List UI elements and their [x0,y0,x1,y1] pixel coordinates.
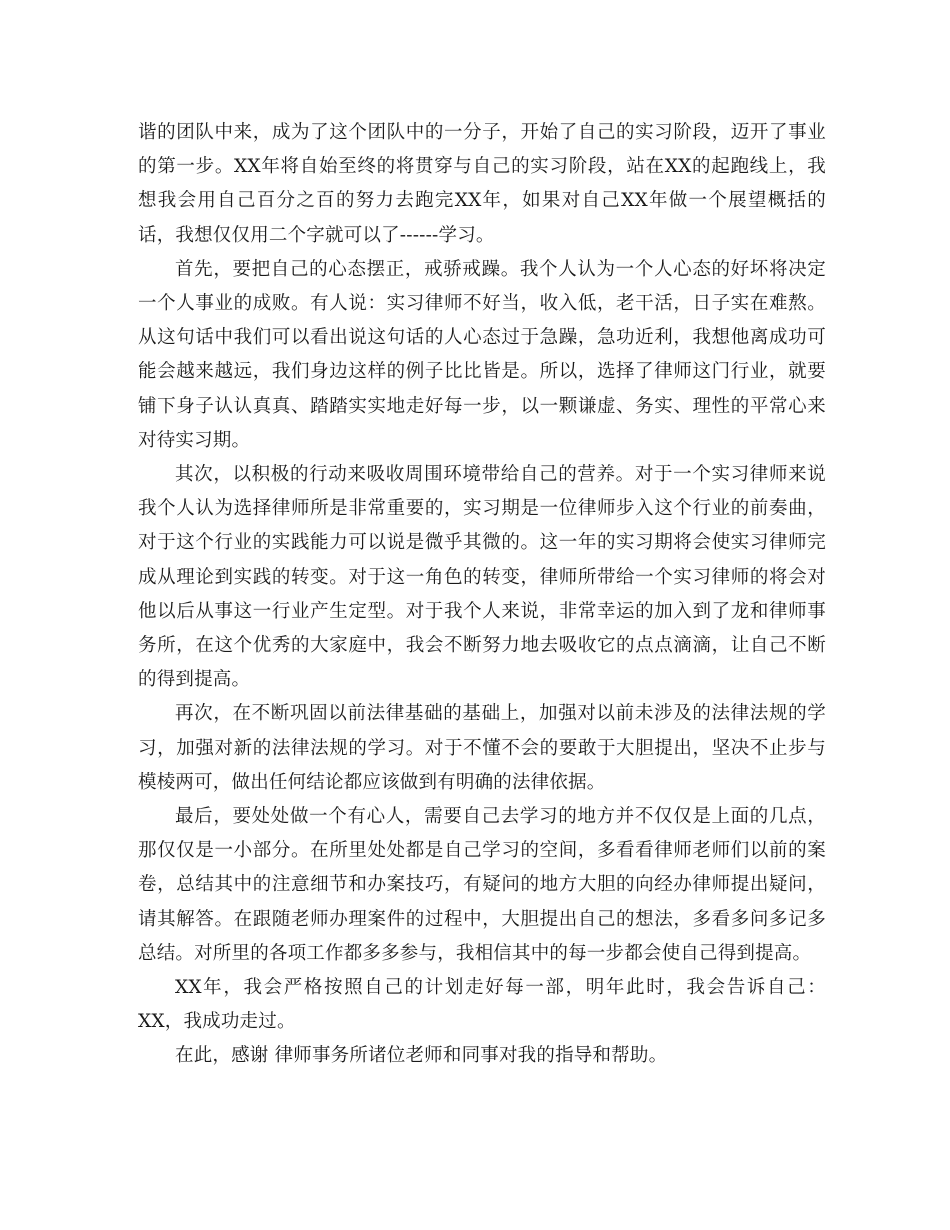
paragraph-thanks: 在此，感谢 律师事务所诸位老师和同事对我的指导和帮助。 [175,1045,668,1067]
paragraph-fourth-point: 最后，要处处做一个有心人，需要自己去学习的地方并不仅仅是上面的几点，那仅仅是一小部分。在所里处处都是自己学习的空间，多看看律师老师们以前的案卷，总结其中的注意细节和办案技巧，有疑问的地方大胆的向经办律师提出疑问，请其解答。在跟随老师办理案件的过程中，大胆提出自己的想法，多看多问多记多总结。对所里的各项工作都多多参与，我相信其中的每一步都会使自己得到提高。 [138,806,826,964]
paragraph-continuation: 谐的团队中来，成为了这个团队中的一分子，开始了自己的实习阶段，迈开了事业的第一步。XX年将自始至终的将贯穿与自己的实习阶段，站在XX的起跑线上，我想我会用自己百分之百的努力去跑完XX年，如果对自己XX年做一个展望概括的话，我想仅仅用二个字就可以了------学习。 [138,122,826,246]
paragraph-first-point: 首先，要把自己的心态摆正，戒骄戒躁。我个人认为一个人心态的好坏将决定一个人事业的成败。有人说：实习律师不好当，收入低，老干活，日子实在难熬。从这句话中我们可以看出说这句话的人心态过于急躁，急功近利，我想他离成功可能会越来越远，我们身边这样的例子比比皆是。所以，选择了律师这门行业，就要铺下身子认认真真、踏踏实实地走好每一步，以一颗谦虚、务实、理性的平常心来对待实习期。 [138,258,826,451]
paragraph-second-point: 其次，以积极的行动来吸收周围环境带给自己的营养。对于一个实习律师来说我个人认为选择律师所是非常重要的，实习期是一位律师步入这个行业的前奏曲，对于这个行业的实践能力可以说是微乎其微的。这一年的实习期将会使实习律师完成从理论到实践的转变。对于这一角色的转变，律师所带给一个实习律师的将会对他以后从事这一行业产生定型。对于我个人来说，非常幸运的加入到了龙和律师事务所，在这个优秀的大家庭中，我会不断努力地去吸收它的点点滴滴，让自己不断的得到提高。 [138,464,826,691]
document-body [138,116,826,1074]
paragraph-plan: XX年，我会严格按照自己的计划走好每一部，明年此时，我会告诉自己：XX，我成功走过。 [138,977,826,1033]
paragraph-third-point: 再次，在不断巩固以前法律基础的基础上，加强对以前未涉及的法律法规的学习，加强对新的法律法规的学习。对于不懂不会的要敢于大胆提出，坚决不止步与模棱两可，做出任何结论都应该做到有明确的法律依据。 [138,703,826,793]
